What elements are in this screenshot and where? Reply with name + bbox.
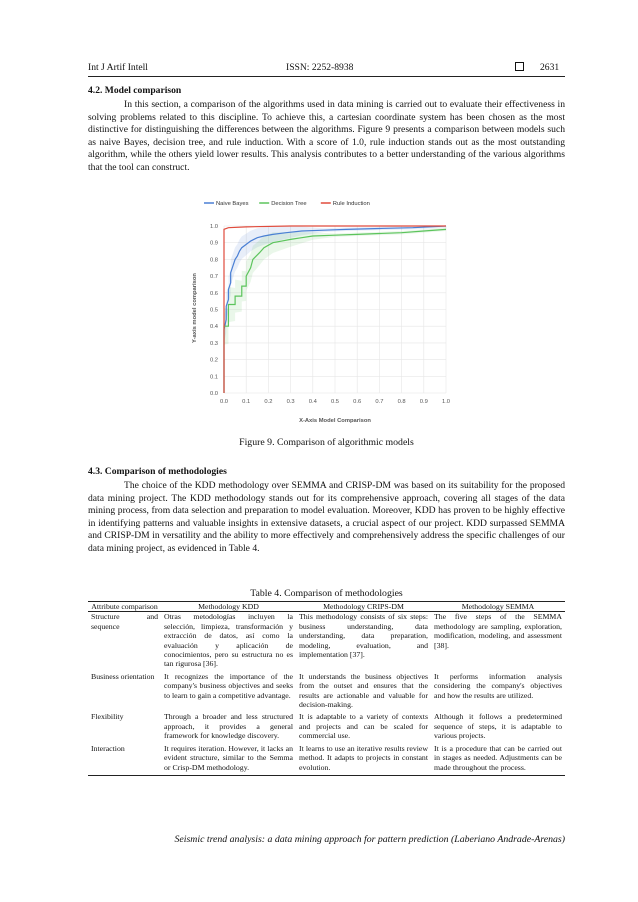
page-footer: Seismic trend analysis: a data mining approach for pattern prediction (Laberiano Andrade-Arenas) <box>174 834 565 845</box>
figure-9-chart <box>188 196 458 426</box>
table-cell: Although it follows a predetermined sequence of steps, it is adaptable to various projects. <box>434 712 562 741</box>
x-tick-label: 0.8 <box>397 399 406 405</box>
table-cell: It is a procedure that can be carried out in stages as needed. Adjustments can be made throughout the process. <box>431 744 565 776</box>
y-tick-label: 0.4 <box>209 324 219 331</box>
x-axis-label: X-Axis Model Comparison <box>299 418 371 424</box>
table-cell: Interaction <box>88 744 161 776</box>
y-tick-label: 0.8 <box>209 257 219 264</box>
table-cell: It recognizes the importance of the company's business objectives and seeks to learn to gain a competitive advantage. <box>164 671 293 700</box>
y-tick-label: 0.3 <box>209 340 219 347</box>
section-paragraph-methodologies: The choice of the KDD methodology over SEMMA and CRISP-DM was based on its suitability for the proposed data mining project. The KDD methodology stands out for its comprehensive approach, covering all stages of the data mining process, from data selection and preparation to model evaluation. Moreover, KDD has proven to be highly effective in identifying patterns and valuable insights in extensive datasets, a crucial aspect of our project. KDD surpassed SEMMA and CRISP-DM in versatility and the ability to more effectively and comprehensively address the specific challenges of our data mining project, as evidenced in Table 4. <box>88 480 565 554</box>
y-tick-label: 0.2 <box>209 357 219 364</box>
table-4-caption: Table 4. Comparison of methodologies <box>250 588 403 599</box>
table-header-cell: Methodology SEMMA <box>431 602 565 612</box>
y-tick-label: 0.5 <box>209 307 219 314</box>
table-header-cell: Attribute comparison <box>88 602 161 612</box>
table-cell: It is adaptable to a variety of contexts and projects and can be scaled for commercial use. <box>299 712 428 741</box>
x-tick-label: 0.3 <box>286 399 295 405</box>
chart-legend <box>204 201 370 207</box>
table-cell: Through a broader and less structured approach, it provides a general framework for knowledge discovery. <box>164 712 293 741</box>
table-4 <box>88 601 565 776</box>
y-axis-label: Y-axis model comparison <box>192 273 198 343</box>
table-cell: Business orientation <box>91 671 155 681</box>
legend-label: Decision Tree <box>271 201 307 207</box>
y-tick-label: 0.1 <box>209 374 219 381</box>
x-tick-label: 0.4 <box>308 399 317 405</box>
table-header-cell: Methodology KDD <box>161 602 296 612</box>
table-cell: It learns to use an iterative results review method. It adapts to projects in constant evolution. <box>296 744 431 776</box>
table-cell: This methodology consists of six steps: business understanding, data understanding, data preparation, modeling, evaluation, and implementation [37]. <box>299 612 428 660</box>
y-tick-label: 0.6 <box>209 290 219 297</box>
legend-label: Naive Bayes <box>216 201 249 207</box>
section-paragraph-model-comparison: In this section, a comparison of the algorithms used in data mining is carried out to evaluate their effectiveness in solving problems related to this discipline. To achieve this, a cartesian coordinate system has been chosen as the most distinctive for distinguishing the differences between the algorithms. Figure 9 presents a comparison between models such as naive Bayes, decision tree, and rule induction. With a score of 1.0, rule induction stands out as the most outstanding algorithm, while the others yield lower results. This analysis contributes to a better understanding of the various algorithms that the tool can construct. <box>88 99 565 173</box>
square-icon <box>515 62 524 71</box>
table-cell: Structure and sequence <box>91 612 158 631</box>
page-number: 2631 <box>540 62 560 73</box>
y-tick-label: 0.0 <box>209 391 219 397</box>
table-cell: It performs information analysis considering the company's objectives and how the results are utilized. <box>434 671 562 700</box>
y-tick-label: 1.0 <box>209 224 219 230</box>
y-tick-label: 0.7 <box>209 274 219 281</box>
header-rule <box>88 76 565 77</box>
table-row <box>88 612 565 672</box>
table-cell: It requires iteration. However, it lacks an evident structure, similar to the Semma or Crisp-DM methodology. <box>161 744 296 776</box>
journal-name: Int J Artif Intell <box>88 62 148 73</box>
y-tick-label: 0.9 <box>209 240 219 247</box>
issn: ISSN: 2252-8938 <box>286 62 354 73</box>
x-tick-label: 0.6 <box>353 399 362 405</box>
x-tick-label: 0.2 <box>264 399 273 405</box>
table-cell: Otras metodologías incluyen la selección, limpieza, transformación y extracción de datos, así como la evaluación y aplicación de conocimientos, pero su estructura no es tan rigurosa [36]. <box>164 612 293 669</box>
x-tick-label: 0.0 <box>219 399 229 405</box>
table-cell: The five steps of the SEMMA methodology are sampling, exploration, modification, modeling, and assessment [38]. <box>434 612 562 650</box>
x-tick-label: 0.7 <box>375 399 384 405</box>
table-row <box>88 712 565 743</box>
table-cell: Flexibility <box>91 712 124 722</box>
x-tick-label: 1.0 <box>441 399 451 405</box>
table-cell: It understands the business objectives from the outset and ensures that the results are actionable and valuable for decision-making. <box>299 671 428 710</box>
section-title-methodologies: 4.3. Comparison of methodologies <box>88 466 227 477</box>
legend-label: Rule Induction <box>332 201 370 207</box>
table-row <box>88 672 565 713</box>
figure-9-caption: Figure 9. Comparison of algorithmic models <box>239 437 414 448</box>
x-tick-label: 0.5 <box>330 399 340 405</box>
section-title-model-comparison: 4.2. Model comparison <box>88 85 182 96</box>
x-tick-label: 0.9 <box>419 399 428 405</box>
table-row <box>88 744 565 776</box>
table-header-cell: Methodology CRIPS-DM <box>296 602 431 612</box>
x-tick-label: 0.1 <box>242 399 251 405</box>
table-header-row <box>88 602 565 612</box>
